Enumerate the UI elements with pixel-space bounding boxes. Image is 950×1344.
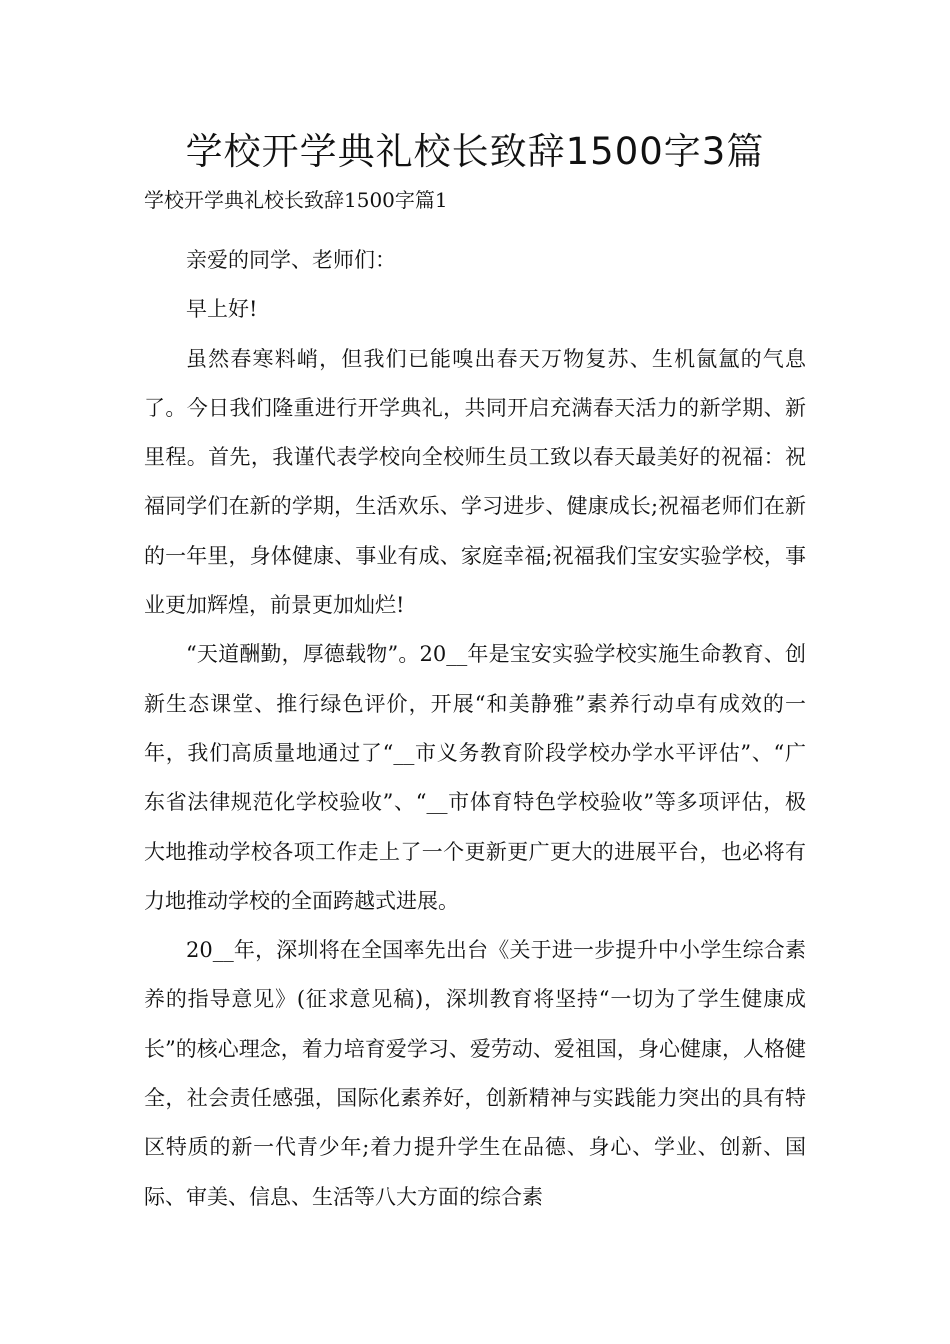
document-body [144, 236, 806, 1222]
paragraph: “天道酬勤，厚德载物”。20__年是宝安实验学校实施生命教育、创新生态课堂、推行绿色评价，开展“和美静雅”素养行动卓有成效的一年，我们高质量地通过了“__市义务教育阶段学校办学水平评估”、“广东省法律规范化学校验收”、“__市体育特色学校验收”等多项评估，极大地推动学校各项工作走上了一个更新更广更大的进展平台，也必将有力地推动学校的全面跨越式进展。 [144, 642, 806, 913]
paragraph-salutation: 亲爱的同学、老师们： [186, 248, 396, 272]
paragraph-greeting: 早上好! [186, 297, 258, 322]
paragraph: 20__年，深圳将在全国率先出台《关于进一步提升中小学生综合素养的指导意见》(征求意见稿)，深圳教育将坚持“一切为了学生健康成长”的核心理念，着力培育爱学习、爱劳动、爱祖国，身心健康，人格健全，社会责任感强，国际化素养好，创新精神与实践能力突出的具有特区特质的新一代青少年;着力提升学生在品德、身心、学业、创新、国际、审美、信息、生活等八大方面的综合素 [144, 938, 806, 1209]
document-title: 学校开学典礼校长致辞1500字3篇 [185, 130, 765, 173]
section-heading: 学校开学典礼校长致辞1500字篇1 [144, 188, 448, 212]
paragraph: 虽然春寒料峭，但我们已能嗅出春天万物复苏、生机氤氲的气息了。今日我们隆重进行开学典礼，共同开启充满春天活力的新学期、新里程。首先，我谨代表学校向全校师生员工致以春天最美好的祝福：祝福同学们在新的学期，生活欢乐、学习进步、健康成长;祝福老师们在新的一年里，身体健康、事业有成、家庭幸福;祝福我们宝安实验学校，事业更加辉煌，前景更加灿烂! [144, 346, 806, 618]
